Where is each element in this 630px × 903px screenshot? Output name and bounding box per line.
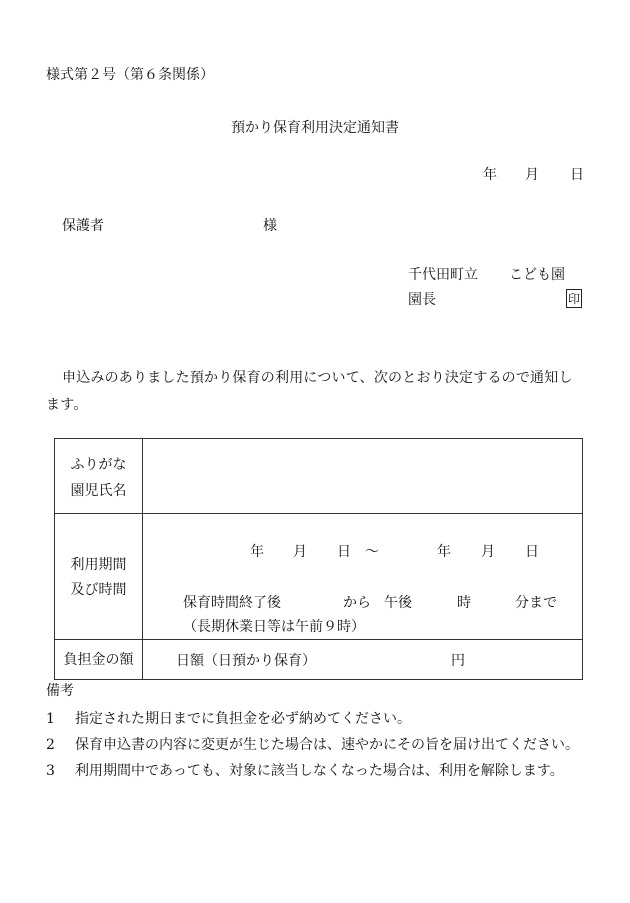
time-until-label: 分まで <box>515 595 557 611</box>
note-item <box>46 738 579 752</box>
period-to-year: 年 <box>437 544 451 560</box>
guardian-label: 保護者 <box>62 218 104 234</box>
time-pm-label: 午後 <box>384 595 412 611</box>
date-month-label: 月 <box>525 167 539 183</box>
note-number: 1 <box>46 711 55 727</box>
period-label-2: 及び時間 <box>70 582 127 598</box>
note-number: 3 <box>46 763 55 779</box>
period-from-month: 月 <box>293 544 307 560</box>
time-hour-label: 時 <box>457 595 471 611</box>
detail-table <box>54 438 583 680</box>
period-from-year: 年 <box>250 544 264 560</box>
note-text: 指定された期日までに負担金を必ず納めてください。 <box>75 711 411 727</box>
table-column-divider <box>142 439 143 679</box>
notes-heading: 備考 <box>46 683 74 699</box>
document-title: 預かり保育利用決定通知書 <box>231 120 399 136</box>
period-tilde: ～ <box>365 544 379 560</box>
period-to-day: 日 <box>525 544 539 560</box>
note-text: 利用期間中であっても、対象に該当しなくなった場合は、利用を解除します。 <box>75 763 564 779</box>
form-number: 様式第２号（第６条関係） <box>46 67 214 83</box>
time-after-label: 保育時間終了後 <box>183 595 281 611</box>
notice-body-text: 申込みのありました預かり保育の利用について、次のとおり決定するので通知します。 <box>46 370 573 413</box>
date-year-label: 年 <box>483 167 497 183</box>
fee-unit-text: 日額（日預かり保育） <box>176 653 316 669</box>
issuer-facility: こども園 <box>509 267 565 283</box>
table-row-divider <box>55 513 582 514</box>
table-row-divider <box>55 639 582 640</box>
furigana-label: ふりがな <box>70 457 127 473</box>
fee-label: 負担金の額 <box>63 652 134 668</box>
time-from-label: から <box>343 595 371 611</box>
note-item <box>46 764 564 778</box>
period-to-month: 月 <box>481 544 495 560</box>
principal-label: 園長 <box>408 292 436 308</box>
guardian-honorific: 様 <box>263 218 277 234</box>
fee-currency: 円 <box>451 653 465 669</box>
note-number: 2 <box>46 737 55 753</box>
note-text: 保育申込書の内容に変更が生じた場合は、速やかにその旨を届け出てください。 <box>75 737 579 753</box>
child-name-label: 園児氏名 <box>70 483 127 499</box>
period-label-1: 利用期間 <box>70 557 127 573</box>
time-note: （長期休業日等は午前９時） <box>183 619 365 635</box>
period-from-day: 日 <box>337 544 351 560</box>
date-day-label: 日 <box>570 167 584 183</box>
issuer-town: 千代田町立 <box>408 267 478 283</box>
note-item <box>46 712 411 726</box>
seal-mark: 印 <box>566 289 582 308</box>
